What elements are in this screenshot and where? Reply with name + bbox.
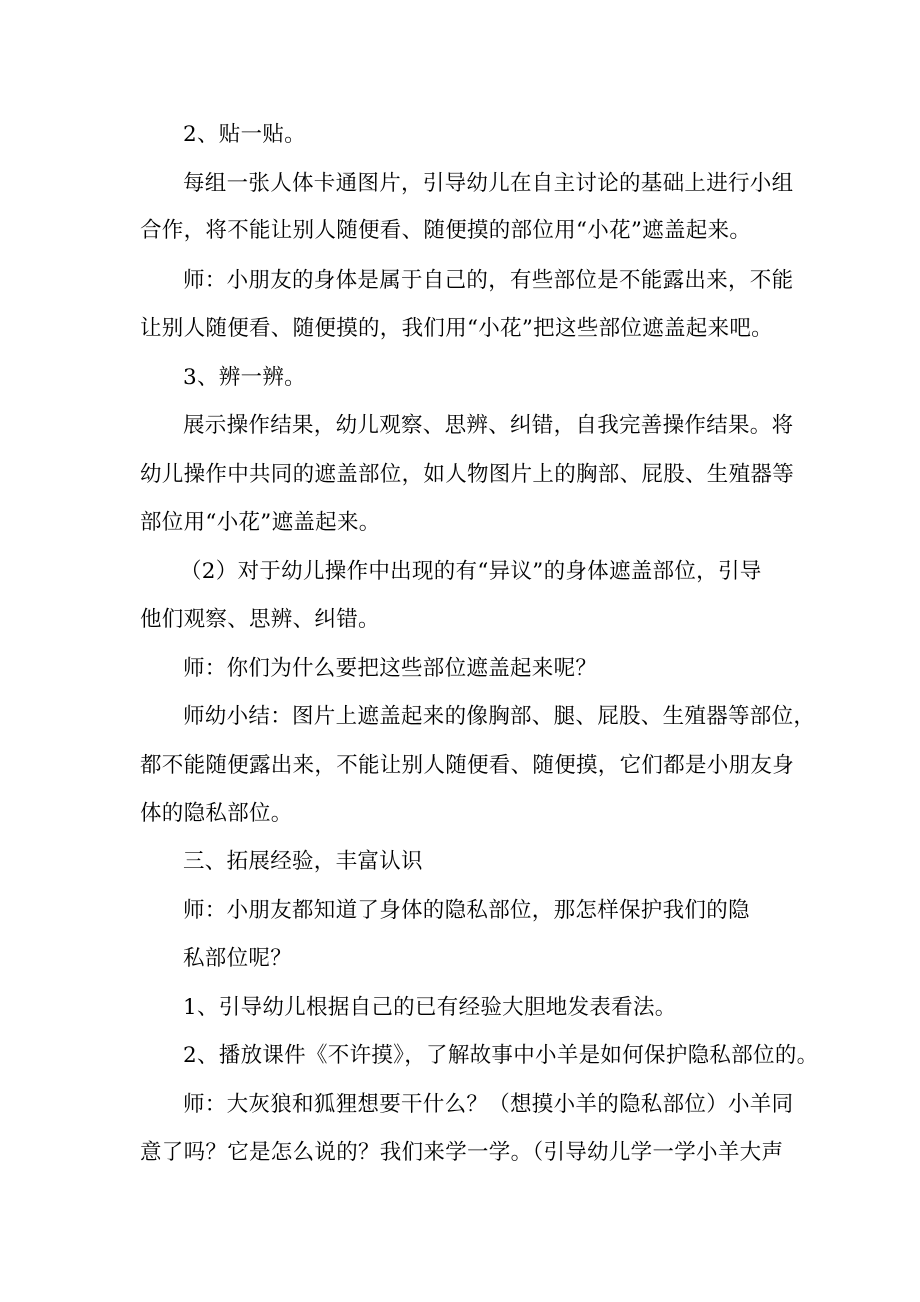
paragraph-line: （2）对于幼儿操作中出现的有“异议”的身体遮盖部位，引导 <box>180 559 762 584</box>
paragraph-line: 师：你们为什么要把这些部位遮盖起来呢？ <box>183 656 598 681</box>
paragraph-line: 师：大灰狼和狐狸想要干什么？（想摸小羊的隐私部位）小羊同 <box>183 1092 794 1117</box>
paragraph-line: 师：小朋友都知道了身体的隐私部位，那怎样保护我们的隐 <box>183 898 750 923</box>
paragraph-line: 都不能随便露出来，不能让别人随便看、随便摸，它们都是小朋友身 <box>140 753 795 778</box>
paragraph-line: 1、引导幼儿根据自己的已有经验大胆地发表看法。 <box>183 995 677 1020</box>
paragraph-line: 让别人随便看、随便摸的，我们用“小花”把这些部位遮盖起来吧。 <box>140 316 773 341</box>
paragraph-line: 每组一张人体卡通图片，引导幼儿在自主讨论的基础上进行小组 <box>183 171 794 196</box>
paragraph-line: 部位用“小花”遮盖起来。 <box>140 510 381 535</box>
paragraph-line: 私部位呢？ <box>183 946 293 971</box>
paragraph-line: 展示操作结果，幼儿观察、思辨、纠错，自我完善操作结果。将 <box>183 413 794 438</box>
paragraph-line: 2、播放课件《不许摸》，了解故事中小羊是如何保护隐私部位的。 <box>183 1043 819 1068</box>
paragraph-line: 意了吗？它是怎么说的？我们来学一学。（引导幼儿学一学小羊大声 <box>140 1140 784 1165</box>
heading-distinguish: 3、辨一辨。 <box>183 365 306 390</box>
section-heading: 三、拓展经验，丰富认识 <box>183 849 423 874</box>
paragraph-line: 师幼小结：图片上遮盖起来的像胸部、腿、屁股、生殖器等部位， <box>183 704 816 729</box>
paragraph-line: 体的隐私部位。 <box>140 801 293 826</box>
paragraph-line: 他们观察、思辨、纠错。 <box>140 607 380 632</box>
paragraph-line: 师：小朋友的身体是属于自己的，有些部位是不能露出来，不能 <box>183 268 794 293</box>
paragraph-line: 幼儿操作中共同的遮盖部位，如人物图片上的胸部、屁股、生殖器等 <box>140 462 795 487</box>
heading-stick: 2、贴一贴。 <box>183 122 306 147</box>
paragraph-line: 合作，将不能让别人随便看、随便摸的部位用“小花”遮盖起来。 <box>140 218 752 243</box>
